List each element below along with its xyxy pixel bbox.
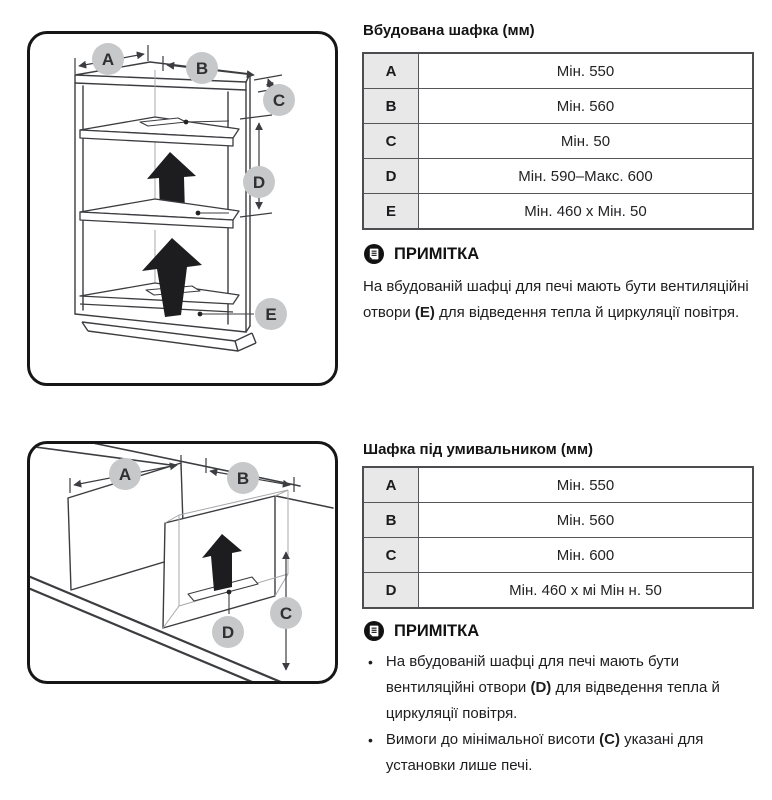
dim-value-cell: Мін. 590–Макс. 600: [419, 159, 754, 194]
note-section-under-sink: [363, 620, 755, 779]
note-text: [386, 727, 738, 779]
note-text: На вбудованій шафці для печі мають бути вентиляційні отвори: [363, 278, 749, 321]
dim-key-cell: E: [363, 194, 419, 230]
built-in-cabinet-dimensions-table: [362, 52, 754, 230]
dim-value-cell: Мін. 600: [419, 538, 754, 573]
dim-key-cell: C: [363, 124, 419, 159]
built-in-cabinet-drawing: [30, 34, 335, 383]
note-heading: [363, 620, 755, 642]
note-icon: [363, 243, 385, 265]
dim-key-cell: D: [363, 159, 419, 194]
note-text: указані для установки лише печі.: [385, 731, 704, 774]
note-text: На вбудованій шафці для печі мають бути вентиляційні отвори: [385, 653, 680, 696]
dim-label-b: B: [195, 59, 209, 78]
dim-label-a: A: [101, 50, 115, 69]
table-row: [363, 89, 753, 124]
note-body: [363, 274, 755, 326]
table-row: [363, 159, 753, 194]
note-text: [386, 649, 738, 727]
note-section-built-in: [363, 243, 755, 326]
under-counter-cabinet-drawing: [30, 444, 335, 681]
dim-key-cell: B: [363, 89, 419, 124]
table-row: [363, 503, 753, 538]
under-counter-cabinet-diagram: [27, 441, 338, 684]
note-heading-label: ПРИМІТКА: [394, 621, 480, 640]
table-row: [363, 194, 753, 230]
note-ref-bold: (D): [530, 679, 552, 696]
table-row: [363, 573, 753, 609]
dim-label-a: A: [118, 465, 132, 484]
dim-label-e: E: [265, 305, 277, 324]
note-ref-bold: (E): [414, 304, 435, 321]
built-in-cabinet-diagram: [27, 31, 338, 386]
table-row: [363, 124, 753, 159]
dim-value-cell: Мін. 560: [419, 503, 754, 538]
note-heading-label: ПРИМІТКА: [394, 244, 480, 263]
table-title-built-in-cabinet: Вбудована шафка (мм): [363, 22, 535, 39]
dim-key-cell: C: [363, 538, 419, 573]
note-heading: [363, 243, 755, 265]
note-icon: [363, 620, 385, 642]
table-row: [363, 467, 753, 503]
table-title-under-sink-cabinet: Шафка під умивальником (мм): [363, 441, 594, 458]
note-ref-bold: (C): [599, 731, 620, 748]
dim-label-d: D: [221, 623, 235, 642]
airflow-vent-arrow-icon: [142, 238, 202, 317]
dim-key-cell: A: [363, 467, 419, 503]
under-sink-cabinet-dimensions-table: [362, 466, 754, 609]
dim-value-cell: Мін. 50: [419, 124, 754, 159]
dim-value-cell: Мін. 460 x мі Мін н. 50: [419, 573, 754, 609]
dim-value-cell: Мін. 550: [419, 53, 754, 89]
dim-label-c: C: [279, 604, 293, 623]
dim-label-b: B: [236, 469, 250, 488]
dim-key-cell: D: [363, 573, 419, 609]
note-bullet-list: [363, 649, 755, 779]
dim-value-cell: Мін. 460 x Мін. 50: [419, 194, 754, 230]
list-item: [363, 727, 755, 779]
bullet-icon: •: [368, 654, 373, 670]
list-item: [363, 649, 755, 727]
dim-label-d: D: [252, 173, 266, 192]
dim-key-cell: A: [363, 53, 419, 89]
dim-key-cell: B: [363, 503, 419, 538]
bullet-icon: •: [368, 732, 373, 748]
note-text: для відведення тепла й циркуляції повітря.: [385, 679, 720, 722]
dim-label-c: C: [272, 91, 286, 110]
table-row: [363, 538, 753, 573]
note-text: Вимоги до мінімальної висоти: [385, 731, 600, 748]
note-text: для відведення тепла й циркуляції повітря.: [434, 304, 740, 321]
table-row: [363, 53, 753, 89]
dim-value-cell: Мін. 550: [419, 467, 754, 503]
dim-value-cell: Мін. 560: [419, 89, 754, 124]
